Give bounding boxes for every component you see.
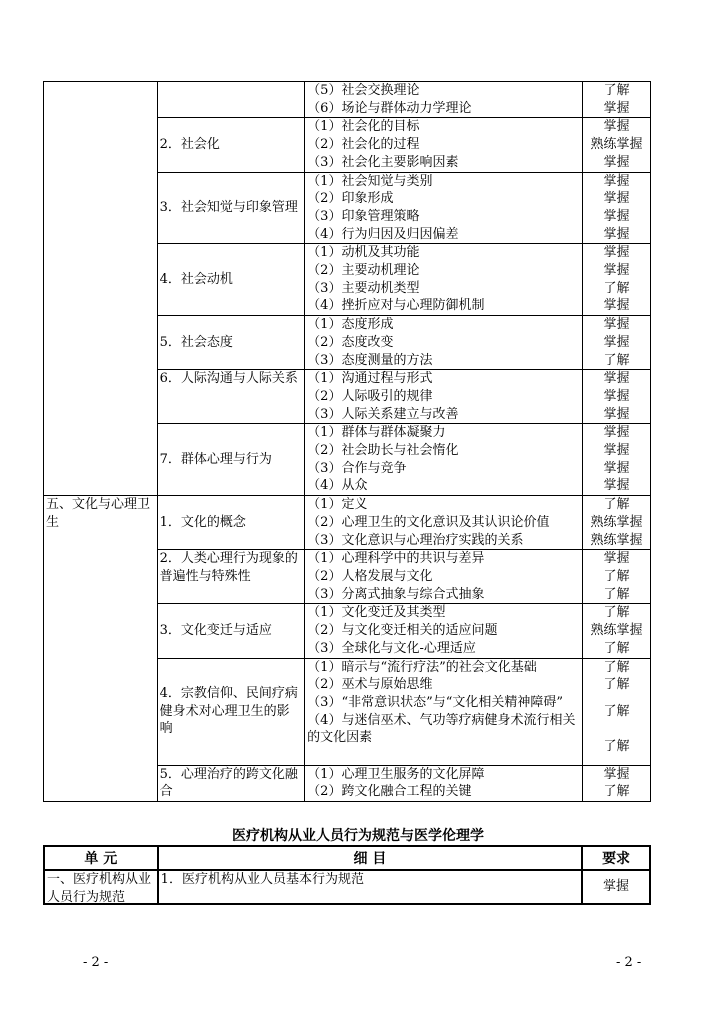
items-cell <box>305 424 583 496</box>
requirement-cell <box>583 316 651 370</box>
list-item: （2）与文化变迁相关的适应问题 <box>307 623 498 639</box>
requirement-value: 掌握 <box>603 317 630 333</box>
list-item: （3）文化意识与心理治疗实践的关系 <box>307 532 524 548</box>
list-item: （2）社会化的过程 <box>307 137 420 153</box>
requirement-value: 掌握 <box>603 298 630 314</box>
topic-cell: 4．宗教信仰、民间疗病健身术对心理卫生的影响 <box>157 658 305 765</box>
table-row <box>44 496 651 550</box>
list-item: （2）人际吸引的规律 <box>307 388 433 404</box>
list-item: （1）心理卫生服务的文化屏障 <box>307 766 485 782</box>
items-cell <box>305 550 583 604</box>
syllabus-table-ethics <box>43 845 651 905</box>
list-item: （2）印象形成 <box>307 191 394 207</box>
list-item: （2）心理卫生的文化意识及其认识论价值 <box>307 514 550 530</box>
page-number-left: - 2 - <box>83 955 109 970</box>
requirement-value: 熟练掌握 <box>590 514 643 530</box>
list-item: （1）动机及其功能 <box>307 245 420 261</box>
requirement-cell <box>583 550 651 604</box>
requirement-cell <box>583 496 651 550</box>
requirement-value: 掌握 <box>603 443 630 459</box>
unit-cell <box>44 870 158 904</box>
column-header-detail: 细 目 <box>158 846 582 870</box>
topic-cell: 7．群体心理与行为 <box>157 424 305 496</box>
unit-cell <box>44 82 158 496</box>
requirement-value: 了解 <box>603 640 630 656</box>
requirement-value: 掌握 <box>603 460 630 476</box>
list-item: （2）人格发展与文化 <box>307 568 433 584</box>
table-row <box>44 870 650 904</box>
topic-cell: 3．社会知觉与印象管理 <box>157 172 305 244</box>
items-cell <box>305 765 583 801</box>
requirement-value: 掌握 <box>603 119 630 135</box>
syllabus-table-psychology <box>43 81 651 802</box>
items-cell <box>305 172 583 244</box>
items-cell <box>305 658 583 765</box>
list-item: （1）暗示与“流行疗法”的社会文化基础 <box>307 659 537 675</box>
requirement-cell <box>583 244 651 316</box>
requirement-value: 掌握 <box>603 191 630 207</box>
requirement-cell <box>583 658 651 765</box>
list-item: （1）态度形成 <box>307 317 394 333</box>
requirement-cell <box>583 604 651 658</box>
section-title: 医疗机构从业人员行为规范与医学伦理学 <box>232 828 484 844</box>
topic-cell: 3．文化变迁与适应 <box>157 604 305 658</box>
requirement-value: 了解 <box>603 497 630 513</box>
requirement-cell <box>583 424 651 496</box>
list-item: （4）挫折应对与心理防御机制 <box>307 298 485 314</box>
column-header-unit: 单 元 <box>44 846 158 870</box>
list-item: （2）社会助长与社会惰化 <box>307 443 459 459</box>
requirement-value: 掌握 <box>603 371 630 387</box>
requirement-value: 熟练掌握 <box>590 623 643 639</box>
requirement-value: 了解 <box>603 677 630 693</box>
topic-cell: 4．社会动机 <box>157 244 305 316</box>
list-item: （4）与迷信巫术、气功等疗病健身术流行相关的文化因素 <box>307 712 576 746</box>
topic-cell: 6．人际沟通与人际关系 <box>157 370 305 424</box>
items-cell <box>305 82 583 118</box>
list-item: （6）场论与群体动力学理论 <box>307 100 472 116</box>
requirement-value: 了解 <box>603 568 630 584</box>
topic-cell: 1．文化的概念 <box>157 496 305 550</box>
requirement-value: 掌握 <box>603 245 630 261</box>
list-item: （3）合作与竞争 <box>307 460 407 476</box>
requirement-value: 了解 <box>603 659 630 675</box>
requirement-value: 了解 <box>603 352 630 368</box>
requirement-value: 掌握 <box>603 478 630 494</box>
requirement-value: 掌握 <box>603 406 630 422</box>
requirement-value: 了解 <box>603 739 630 755</box>
requirement-value: 了解 <box>603 605 630 621</box>
requirement-cell <box>583 118 651 172</box>
requirement-value: 掌握 <box>603 173 630 189</box>
requirement-value: 掌握 <box>603 208 630 224</box>
topic-cell: 2．人类心理行为现象的普遍性与特殊性 <box>157 550 305 604</box>
list-item: （3）社会化主要影响因素 <box>307 154 459 170</box>
requirement-cell <box>583 82 651 118</box>
requirement-value: 掌握 <box>603 388 630 404</box>
items-cell <box>305 316 583 370</box>
requirement-value: 了解 <box>603 280 630 296</box>
list-item: （3）印象管理策略 <box>307 208 420 224</box>
unit-cell: 五、文化与心理卫生 <box>44 496 158 802</box>
requirement-value: 掌握 <box>603 425 630 441</box>
requirement-value: 熟练掌握 <box>590 532 643 548</box>
requirement-cell: 掌握 <box>582 870 650 904</box>
requirement-value: 了解 <box>603 586 630 602</box>
detail-cell: 1．医疗机构从业人员基本行为规范 <box>158 870 582 904</box>
list-item: （2）态度改变 <box>307 334 394 350</box>
items-cell <box>305 604 583 658</box>
list-item: （3）态度测量的方法 <box>307 352 433 368</box>
list-item: （3）主要动机类型 <box>307 280 420 296</box>
items-cell <box>305 496 583 550</box>
list-item: （4）行为归因及归因偏差 <box>307 226 459 242</box>
requirement-value: 了解 <box>603 83 630 99</box>
list-item: （3）全球化与文化-心理适应 <box>307 640 476 656</box>
list-item: （1）沟通过程与形式 <box>307 371 433 387</box>
requirement-value: 掌握 <box>603 263 630 279</box>
requirement-value: 掌握 <box>603 226 630 242</box>
items-cell <box>305 370 583 424</box>
requirement-value: 熟练掌握 <box>590 137 643 153</box>
topic-cell: 2．社会化 <box>157 118 305 172</box>
list-item: （1）社会知觉与类别 <box>307 173 433 189</box>
requirement-value: 掌握 <box>603 551 630 567</box>
list-item: （1）文化变迁及其类型 <box>307 605 446 621</box>
requirement-value: 了解 <box>603 784 630 800</box>
list-item: （2）巫术与原始思维 <box>307 677 433 693</box>
requirement-cell <box>583 370 651 424</box>
table-header-row <box>44 846 650 870</box>
list-item: （3）人际关系建立与改善 <box>307 406 459 422</box>
list-item: （3）“非常意识状态”与“文化相关精神障碍” <box>307 694 564 710</box>
requirement-cell <box>583 765 651 801</box>
requirement-value: 掌握 <box>603 334 630 350</box>
requirement-value: 掌握 <box>603 100 630 116</box>
list-item: （2）跨文化融合工程的关键 <box>307 784 472 800</box>
unit-text: 一、医疗机构从业人员行为规范 <box>47 872 152 903</box>
topic-cell: 5．社会态度 <box>157 316 305 370</box>
requirement-value: 掌握 <box>603 766 630 782</box>
list-item: （1）定义 <box>307 497 368 513</box>
column-header-requirement: 要求 <box>582 846 650 870</box>
list-item: （4）从众 <box>307 478 368 494</box>
requirement-value: 掌握 <box>603 154 630 170</box>
requirement-value: 了解 <box>603 703 630 719</box>
list-item: （1）心理科学中的共识与差异 <box>307 551 485 567</box>
list-item: （2）主要动机理论 <box>307 263 420 279</box>
topic-cell: 5．心理治疗的跨文化融合 <box>157 765 305 801</box>
topic-cell <box>157 82 305 118</box>
list-item: （5）社会交换理论 <box>307 83 420 98</box>
list-item: （1）社会化的目标 <box>307 119 420 135</box>
table-row <box>44 82 651 118</box>
requirement-cell <box>583 172 651 244</box>
page-number-right: - 2 - <box>616 955 642 970</box>
items-cell <box>305 244 583 316</box>
list-item: （3）分离式抽象与综合式抽象 <box>307 586 485 602</box>
items-cell <box>305 118 583 172</box>
list-item: （1）群体与群体凝聚力 <box>307 425 446 441</box>
